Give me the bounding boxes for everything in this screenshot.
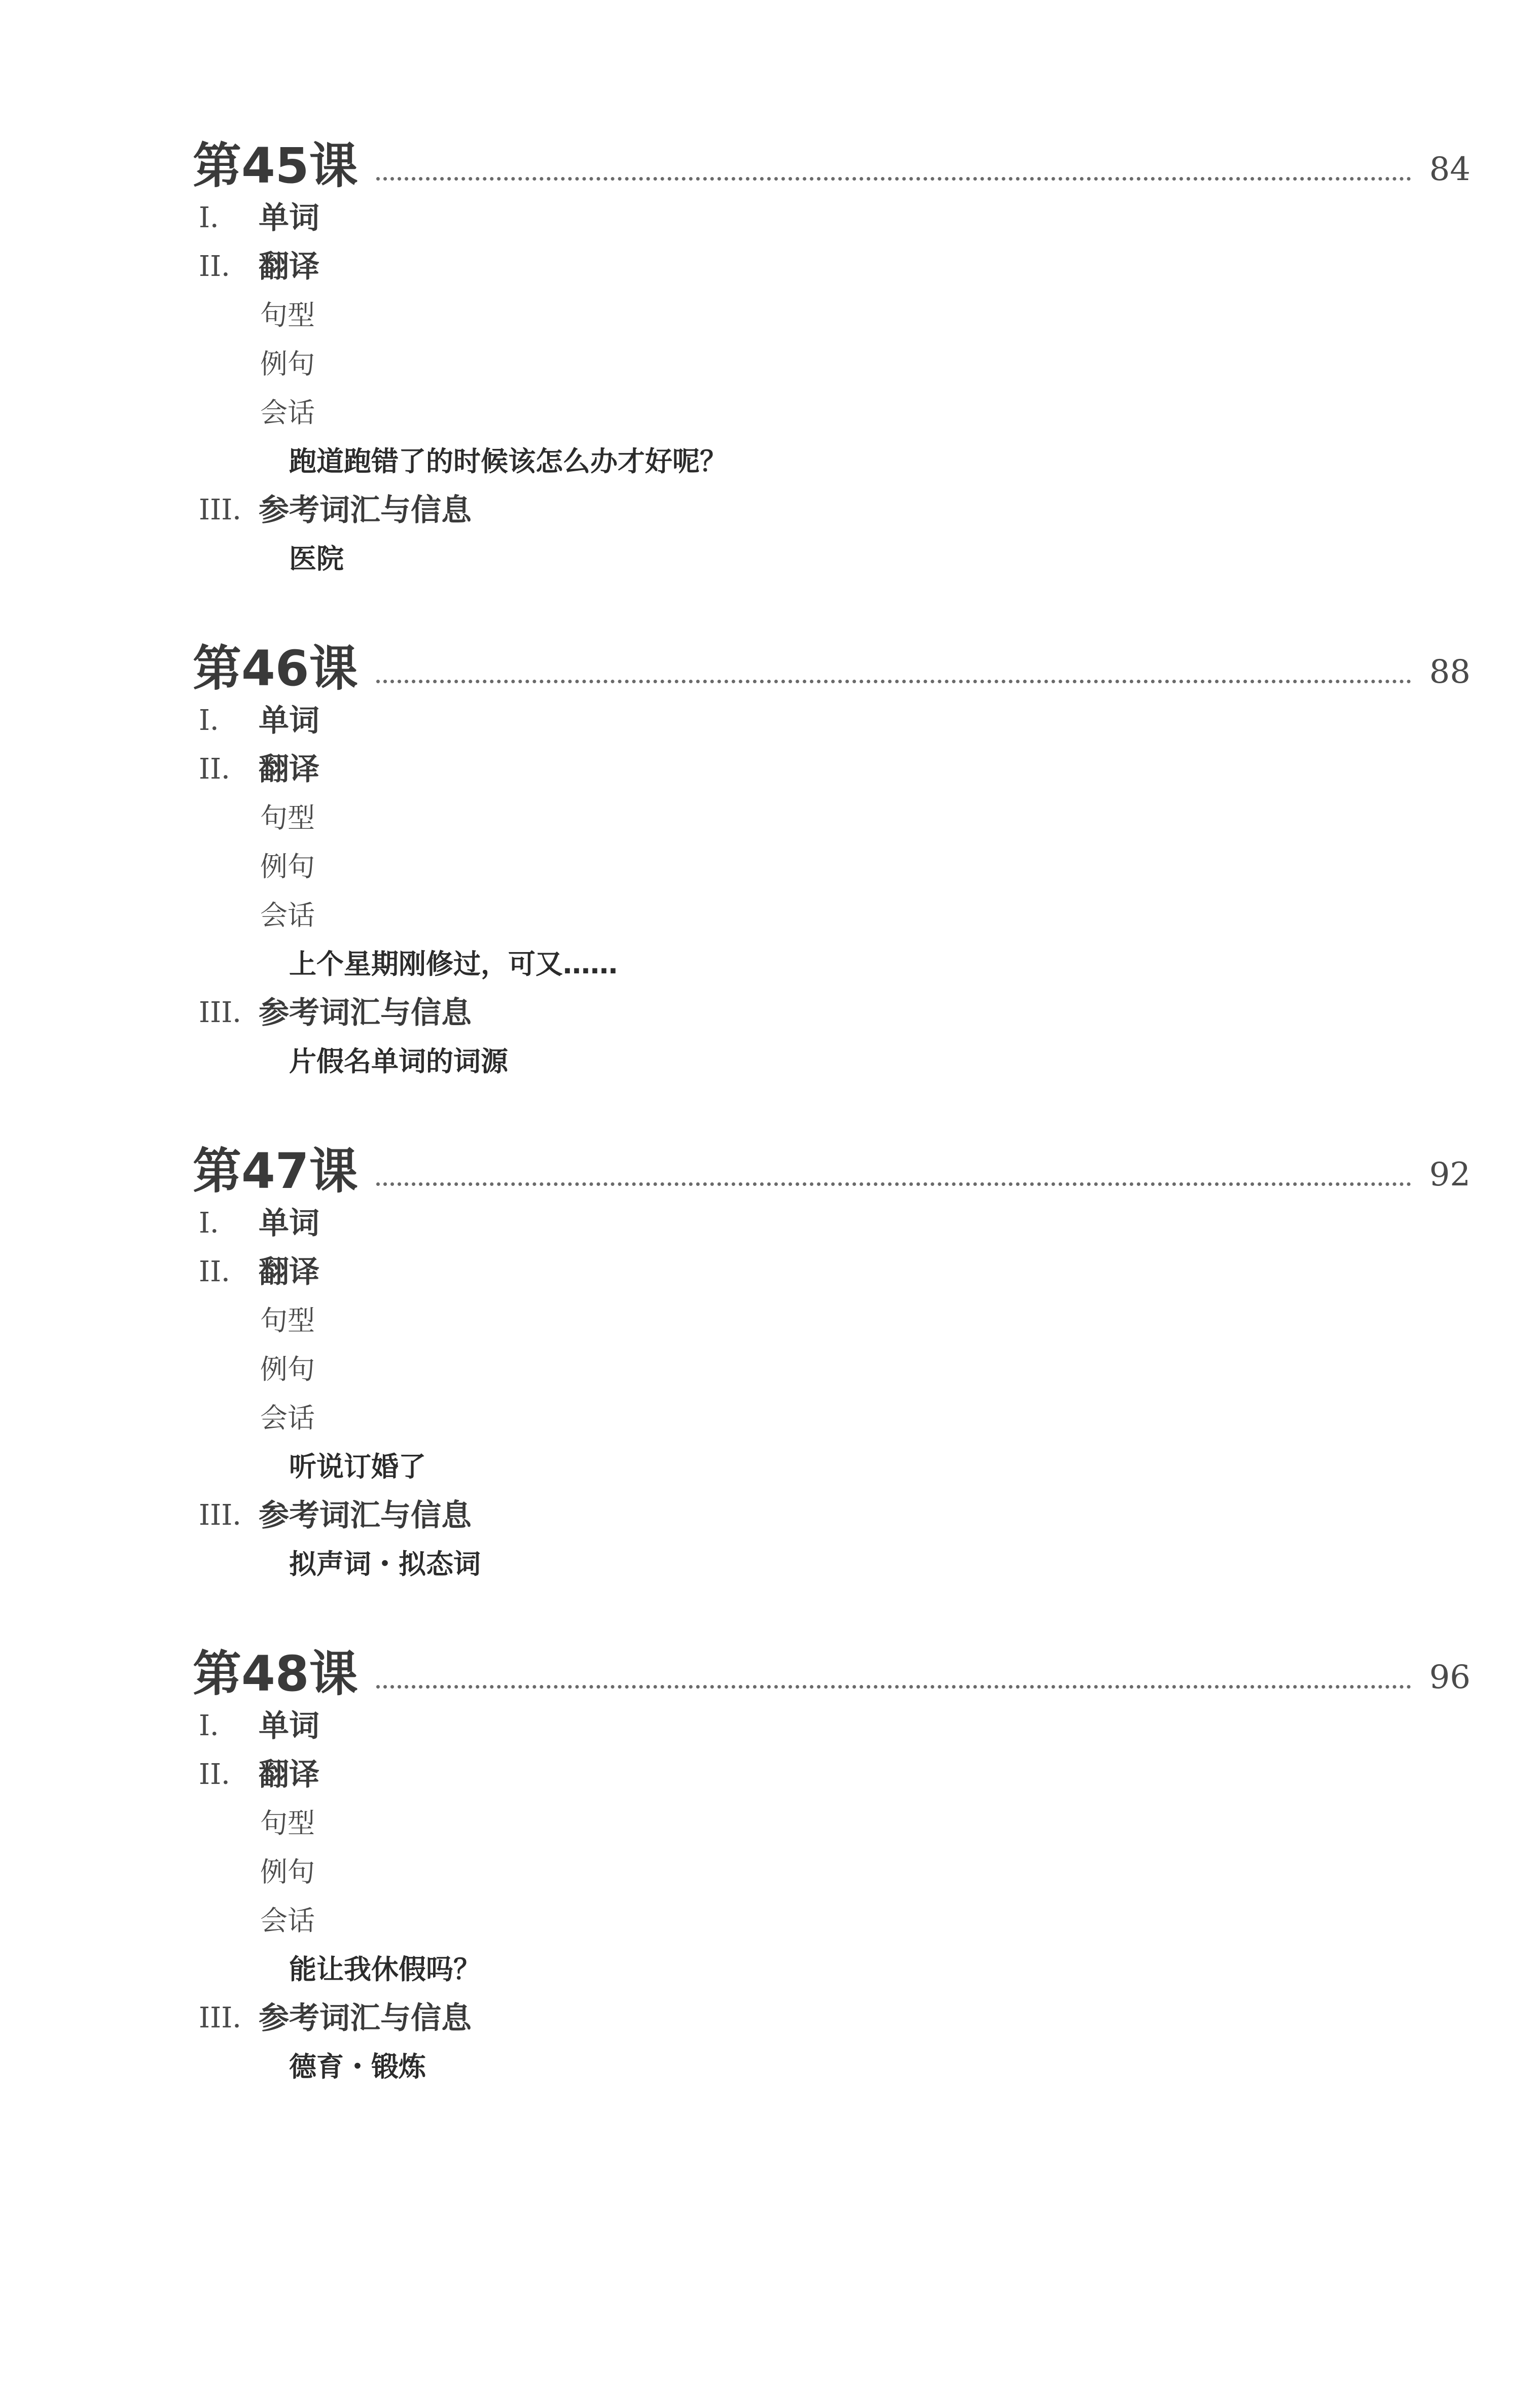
subsection-label: 例句 <box>260 1353 315 1385</box>
section-numeral: III． <box>199 2002 261 2035</box>
lesson-heading <box>193 1641 1471 1702</box>
toc-entry-translation[interactable] <box>193 242 1471 291</box>
subsection-label: 句型 <box>260 1807 315 1839</box>
dot-leader <box>376 1182 1411 1186</box>
toc-entry-translation[interactable] <box>193 1248 1471 1296</box>
topic-label: 德育・锻炼 <box>289 2051 426 2083</box>
topic-label: 跑道跑错了的时候该怎么办才好呢？ <box>289 445 727 477</box>
toc-subentry[interactable] <box>193 843 1471 891</box>
toc-subentry[interactable] <box>193 1394 1471 1443</box>
toc-entry-reference[interactable] <box>193 1491 1471 1540</box>
section-numeral: I． <box>199 704 239 737</box>
topic-label: 能让我休假吗？ <box>289 1953 481 1985</box>
section-label: 参考词汇与信息 <box>259 2001 472 2036</box>
subsection-label: 句型 <box>260 1305 315 1337</box>
lesson-heading <box>193 133 1471 194</box>
section-numeral: III． <box>199 1499 261 1532</box>
subsection-label: 会话 <box>260 1905 315 1937</box>
lesson-45 <box>193 133 1471 583</box>
section-numeral: I． <box>199 1207 239 1240</box>
toc-topic[interactable] <box>193 1443 1471 1491</box>
section-label: 参考词汇与信息 <box>259 493 472 528</box>
toc-subentry[interactable] <box>193 794 1471 843</box>
lesson-title[interactable]: 第48课 <box>193 1645 358 1702</box>
section-label: 单词 <box>259 1206 319 1241</box>
lesson-title[interactable]: 第47课 <box>193 1143 358 1200</box>
toc-subentry[interactable] <box>193 1296 1471 1345</box>
page-number[interactable]: 92 <box>1429 1156 1471 1194</box>
page-number[interactable]: 96 <box>1429 1659 1471 1696</box>
toc-subentry[interactable] <box>193 340 1471 389</box>
toc-entry-translation[interactable] <box>193 1750 1471 1799</box>
toc-entry-words[interactable] <box>193 696 1471 745</box>
toc-entry-reference[interactable] <box>193 989 1471 1037</box>
section-numeral: II． <box>199 250 250 283</box>
toc-topic[interactable] <box>193 940 1471 989</box>
toc-topic[interactable] <box>193 1540 1471 1589</box>
section-numeral: I． <box>199 201 239 234</box>
lesson-title[interactable]: 第46课 <box>193 640 358 697</box>
topic-label: 拟声词・拟态词 <box>289 1548 481 1580</box>
subsection-label: 句型 <box>260 802 315 834</box>
section-label: 翻译 <box>259 249 319 285</box>
section-label: 翻译 <box>259 1757 319 1793</box>
section-numeral: III． <box>199 494 261 527</box>
toc-entry-words[interactable] <box>193 1702 1471 1750</box>
topic-label: 上个星期刚修过，可又…… <box>289 948 618 980</box>
dot-leader <box>376 177 1411 181</box>
toc-subentry[interactable] <box>193 1848 1471 1897</box>
section-numeral: II． <box>199 753 250 786</box>
lesson-heading <box>193 1138 1471 1199</box>
page-number[interactable]: 84 <box>1429 151 1471 188</box>
section-label: 翻译 <box>259 752 319 787</box>
toc-subentry[interactable] <box>193 1345 1471 1394</box>
topic-label: 片假名单词的词源 <box>289 1045 508 1077</box>
subsection-label: 会话 <box>260 397 315 429</box>
toc-topic[interactable] <box>193 437 1471 486</box>
section-numeral: I． <box>199 1709 239 1742</box>
lesson-heading <box>193 636 1471 696</box>
dot-leader <box>376 680 1411 683</box>
subsection-label: 例句 <box>260 348 315 380</box>
toc-subentry[interactable] <box>193 291 1471 340</box>
subsection-label: 句型 <box>260 299 315 331</box>
topic-label: 听说订婚了 <box>289 1451 426 1483</box>
section-numeral: II． <box>199 1255 250 1288</box>
toc-subentry[interactable] <box>193 1799 1471 1848</box>
lesson-48 <box>193 1641 1471 2091</box>
subsection-label: 会话 <box>260 1402 315 1434</box>
toc-topic[interactable] <box>193 1945 1471 1994</box>
toc-topic[interactable] <box>193 535 1471 583</box>
page-number[interactable]: 88 <box>1429 653 1471 691</box>
subsection-label: 会话 <box>260 899 315 931</box>
section-numeral: III． <box>199 996 261 1029</box>
toc-entry-reference[interactable] <box>193 1994 1471 2043</box>
toc-topic[interactable] <box>193 2043 1471 2091</box>
section-label: 翻译 <box>259 1254 319 1290</box>
lesson-46 <box>193 636 1471 1086</box>
toc-subentry[interactable] <box>193 891 1471 940</box>
subsection-label: 例句 <box>260 851 315 883</box>
topic-label: 医院 <box>289 543 344 575</box>
section-label: 参考词汇与信息 <box>259 995 472 1031</box>
section-label: 单词 <box>259 200 319 236</box>
toc-entry-words[interactable] <box>193 194 1471 242</box>
section-label: 单词 <box>259 1708 319 1744</box>
toc-entry-reference[interactable] <box>193 486 1471 535</box>
toc-topic[interactable] <box>193 1037 1471 1086</box>
lesson-47 <box>193 1138 1471 1589</box>
section-label: 参考词汇与信息 <box>259 1498 472 1533</box>
toc-entry-words[interactable] <box>193 1199 1471 1248</box>
toc-subentry[interactable] <box>193 389 1471 437</box>
lesson-title[interactable]: 第45课 <box>193 137 358 194</box>
toc-subentry[interactable] <box>193 1897 1471 1945</box>
section-numeral: II． <box>199 1758 250 1791</box>
toc-entry-translation[interactable] <box>193 745 1471 794</box>
dot-leader <box>376 1685 1411 1689</box>
section-label: 单词 <box>259 703 319 739</box>
subsection-label: 例句 <box>260 1856 315 1888</box>
